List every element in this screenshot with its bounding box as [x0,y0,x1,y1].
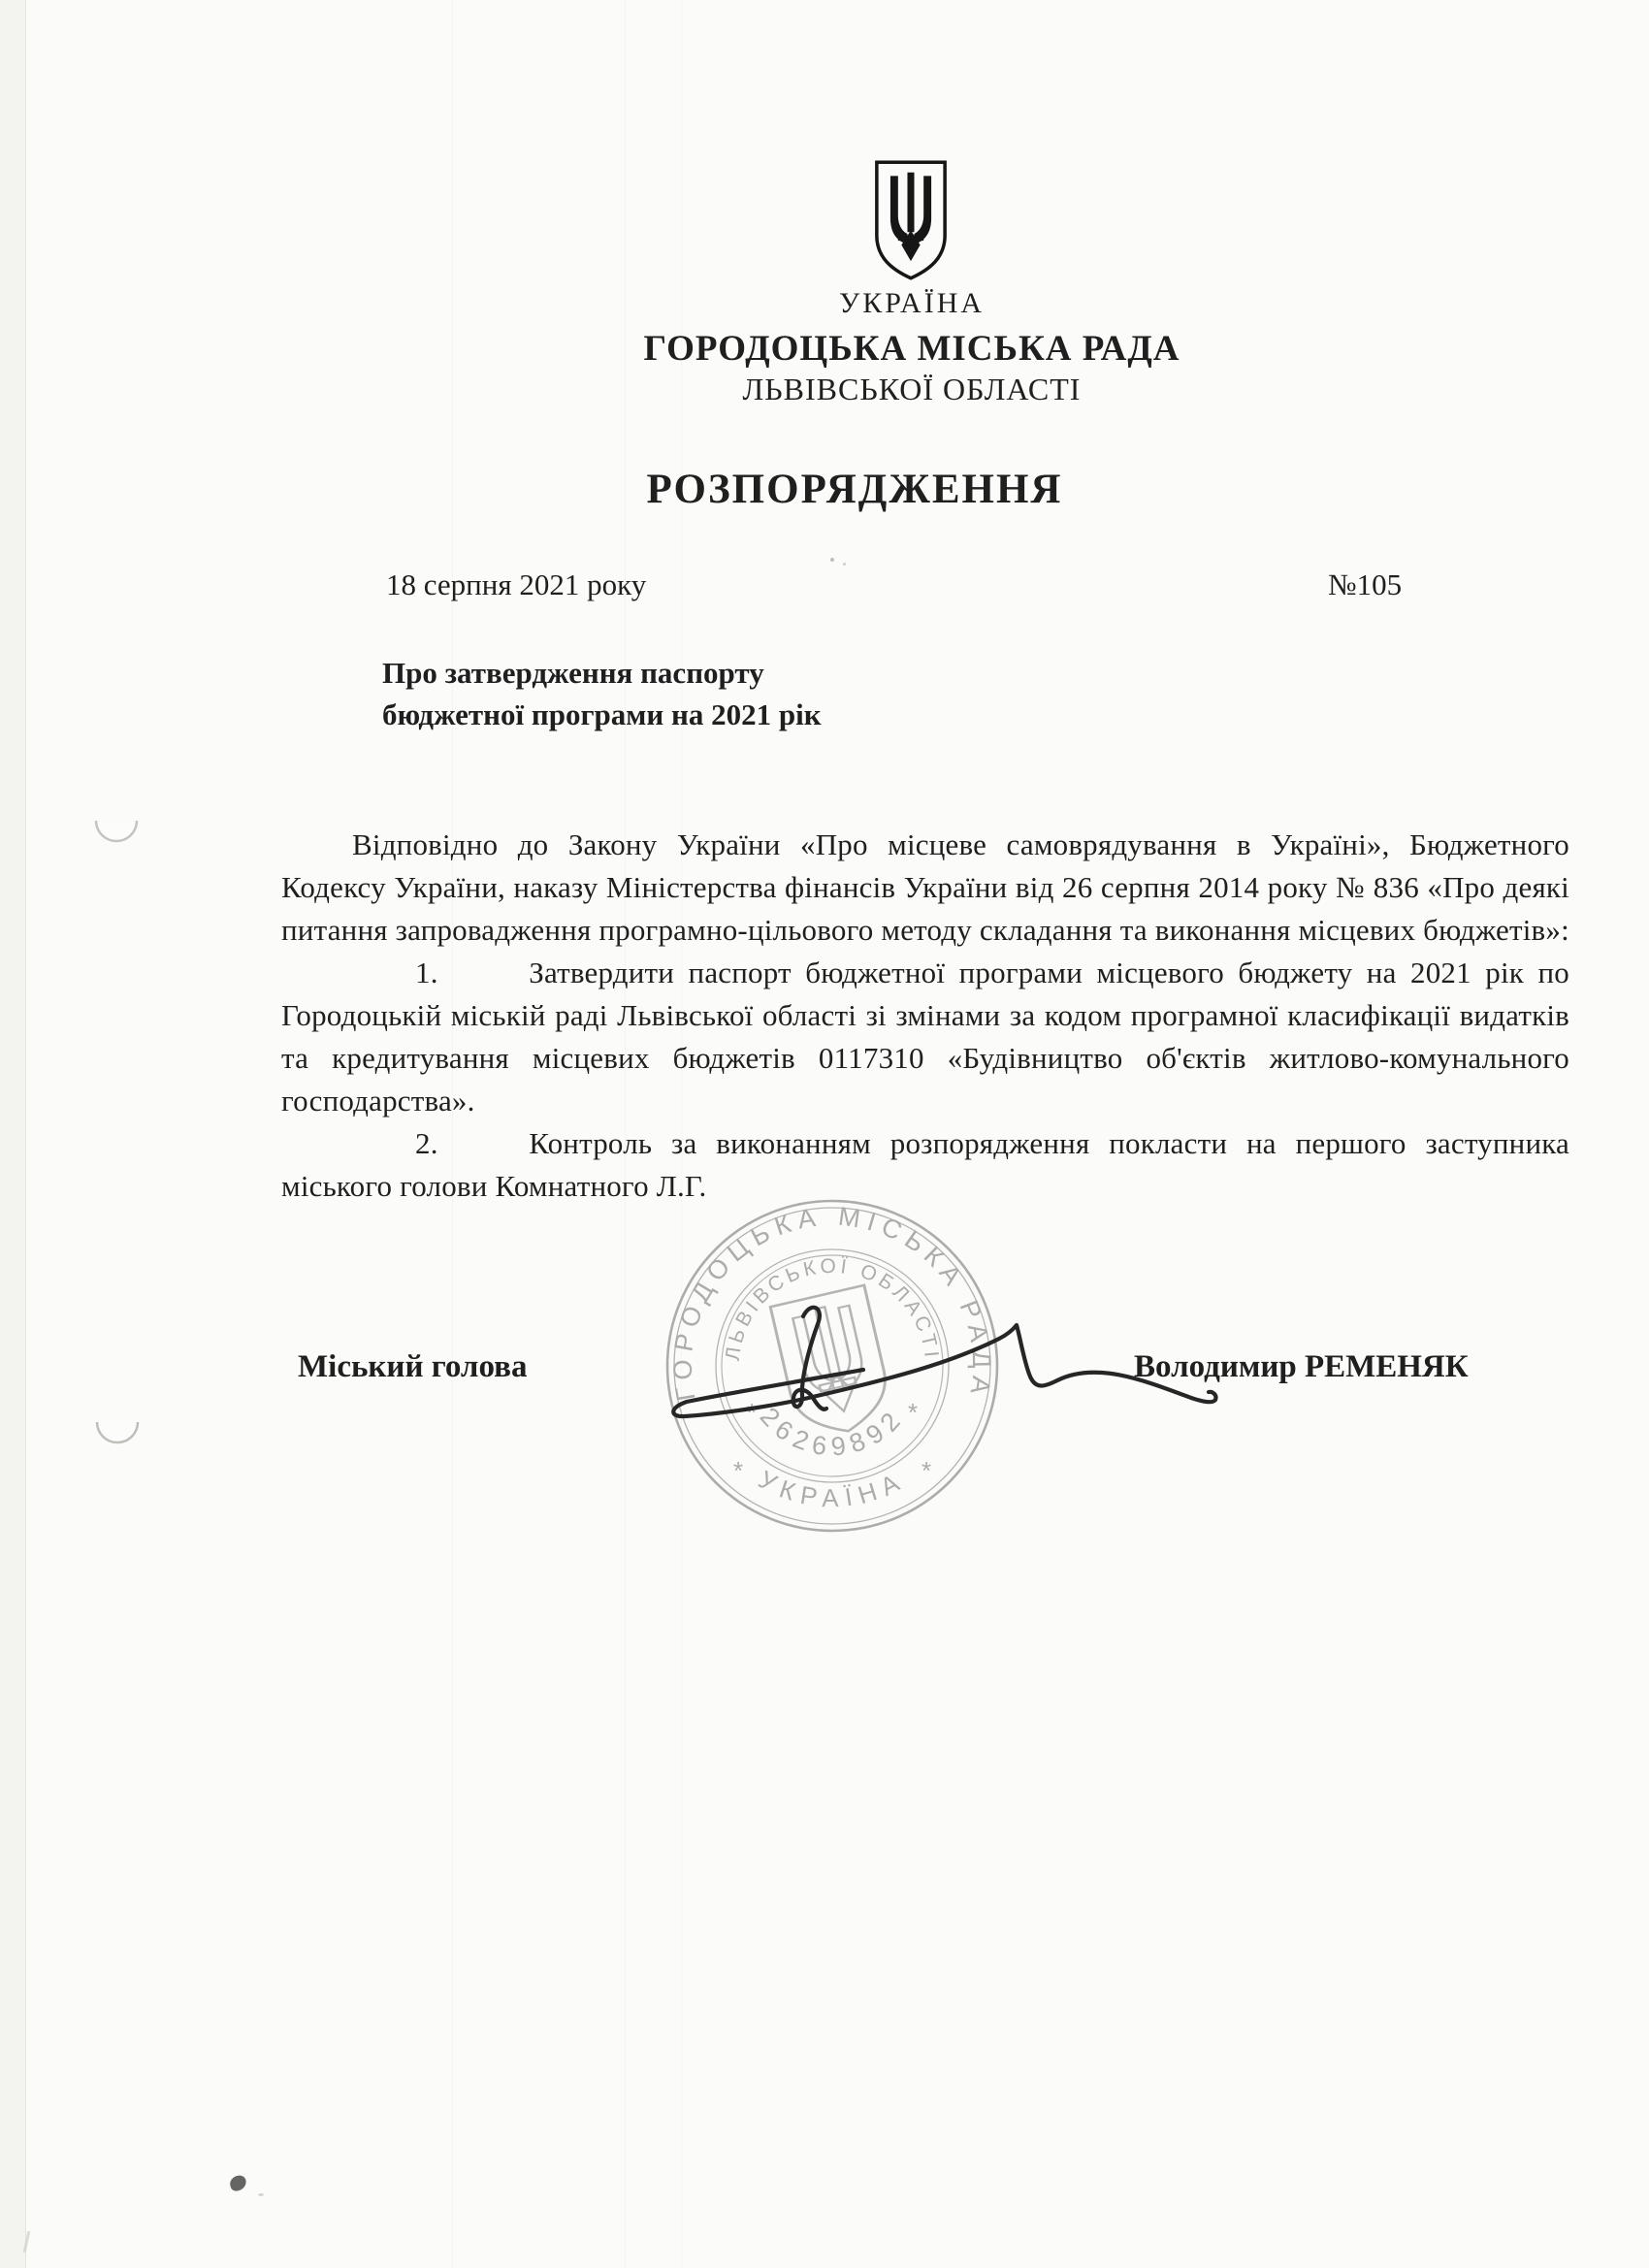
document-number: №105 [1328,567,1403,601]
coat-of-arms-icon [868,157,954,283]
signature-ink [660,1295,1242,1528]
scan-speck [843,563,846,566]
scan-speck [830,558,834,562]
council-name-text: ГОРОДОЦЬКА МІСЬКА РАДА [643,329,1180,369]
punch-hole-mark [93,1409,142,1453]
body-paragraph-item-2: 2. Контроль за виконанням розпорядження покласти на першого заступника міського голови Комнатного Л.Г. [281,1126,1569,1203]
country-name [184,287,1639,320]
stamp-council-arc-text: ГОРОДОЦЬКА МІСЬКА РАДА [667,1201,997,1404]
ink-smudge [228,2174,248,2193]
stamp-star: * [908,1398,919,1427]
body-text [281,824,1569,1208]
stamp-star: * [921,1456,932,1485]
stamp-star: * [746,1398,757,1427]
subject-block [382,652,822,735]
signatory-title: Міський голова [298,1349,528,1384]
body-paragraph-intro: Відповідно до Закону України «Про місцеве самоврядування в Україні», Бюджетного Кодексу України, наказу Міністерства фінансів України від 26 серпня 2014 року № 836 «Про деякі питання запровадження програмно-цільового методу складання та виконання місцевих бюджетів»: [281,827,1569,947]
country-name-text: УКРАЇНА [838,287,986,319]
body-paragraph-item-1: 1. Затвердити паспорт бюджетної програми місцевого бюджету на 2021 рік по Городоцькій міській раді Львівської області зі змінами за кодом програмної класифікації видатків та кредитування місцевих бюджетів 0117310 «Будівництво об'єктів житлово-комунального господарства». [281,956,1569,1118]
council-name [184,328,1639,370]
region-name-text: ЛЬВІВСЬКОЇ ОБЛАСТІ [742,372,1082,406]
document-date: 18 серпня 2021 року [386,567,647,601]
document-type-title [30,466,1649,513]
stamp-country-arc-text: УКРАЇНА [754,1464,911,1513]
stamp-star: * [732,1456,744,1485]
region-name [184,372,1639,407]
stamp-region-arc-text: ЛЬВІВСЬКОЇ ОБЛАСТІ [721,1254,943,1363]
scan-left-edge [0,0,26,2268]
punch-hole-mark [92,807,141,852]
signatory-name: Володимир РЕМЕНЯК [1134,1349,1469,1384]
stamp-code-arc-text: 26269892 [754,1402,911,1462]
subject-line-1: Про затвердження паспорту [382,656,764,690]
scan-speck [258,2193,264,2196]
subject-line-2: бюджетної програми на 2021 рік [382,697,822,731]
document-type-text: РОЗПОРЯДЖЕННЯ [646,467,1063,512]
